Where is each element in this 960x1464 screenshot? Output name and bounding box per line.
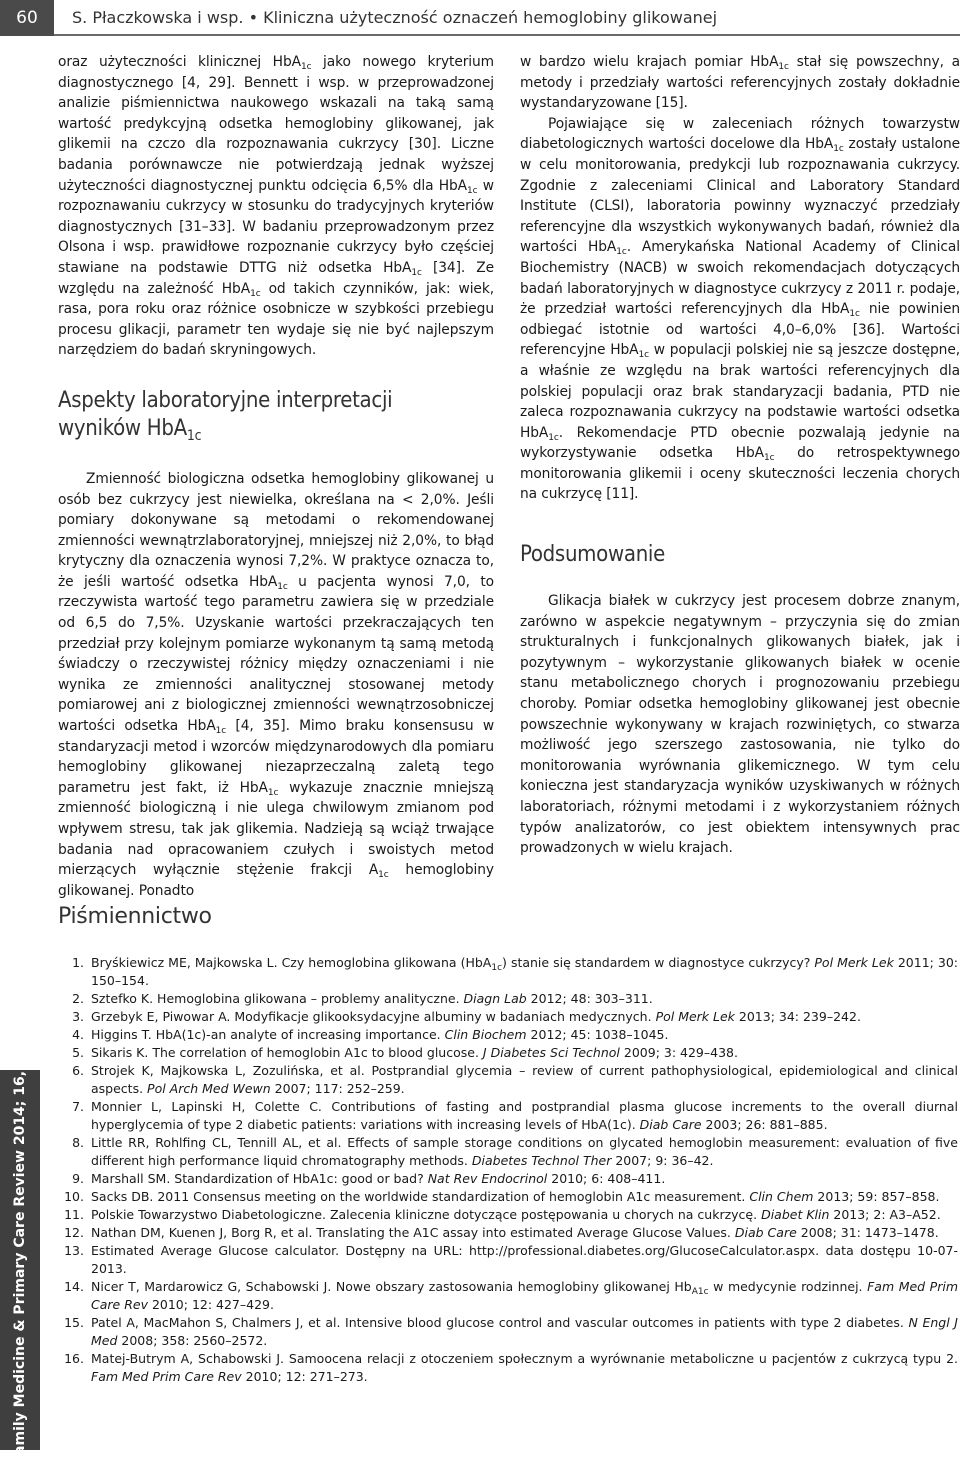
- journal-name: Diabet Klin: [761, 1207, 830, 1222]
- reference-item: 16. Matej-Butrym A, Schabowski J. Samoocena relacji z otoczeniem społecznym a wyrównanie metaboliczne u pacjentów z cukrzycą typu 2. Fam Med Prim Care Rev 2010; 12: 271–273.: [58, 1350, 958, 1386]
- reference-item: 3. Grzebyk E, Piwowar A. Modyfikacje glikooksydacyjne albuminy w badaniach medycznych. Pol Merk Lek 2013; 34: 239–242.: [58, 1008, 958, 1026]
- left-column: [58, 52, 494, 901]
- references-heading: Piśmiennictwo: [58, 904, 212, 929]
- journal-name: Clin Chem: [749, 1189, 814, 1204]
- paragraph: Pojawiające się w zaleceniach różnych towarzystw diabetologicznych wartości docelowe dla HbA$_{1c}$ zostały ustalone w celu monitorowania, predykcji lub rozpoznawania cukrzycy. Zgodnie z zaleceniami Clinical and Laboratory Standard Institute (CLSI), laboratoria powinny wyznaczyć przedziały referencyjne dla wszystkich wykonywanych badań, również dla wartości HbA$_{1c}$. Amerykańska National Academy of Clinical Biochemistry (NACB) w swoich rekomendacjach dotyczących badań laboratoryjnych w diagnostyce cukrzycy z 2011 r. podaje, że przedział wartości referencyjnych dla HbA$_{1c}$ nie powinien odbiegać istotnie od wartości 4,0–6,0% [36]. Wartości referencyjne HbA$_{1c}$ w populacji polskiej nie są jeszcze dostępne, a właśnie ze względu na brak wartości referencyjnych dla polskiej populacji oraz brak standaryzacji badania, PTD nie zaleca rozpoznawania cukrzycy na podstawie wartości odsetka HbA$_{1c}$. Rekomendacje PTD obecnie pozwalają jedynie na wykorzystywanie odsetka HbA$_{1c}$ do retrospektywnego monitorowania glikemii i oceny skuteczności leczenia chorych na cukrzycę [11].: [520, 115, 960, 503]
- page-number: 60: [0, 0, 54, 36]
- paragraph: oraz użyteczności klinicznej HbA$_{1c}$ jako nowego kryterium diagnostycznego [4, 29]. Bennett i wsp. w przeprowadzonej analizie piśmiennictwa naukowego wskazali na taką samą wartość predykcyjną odsetka hemoglobiny glikowanej, jak glikemii na czczo dla rozpoznawania cukrzycy [30]. Liczne badania porównawcze nie potwierdzają jednak wyższej użyteczności diagnostycznej punktu odcięcia 6,5% dla HbA$_{1c}$ w rozpoznawaniu cukrzycy w stosunku do tradycyjnych kryteriów diagnostycznych [31–33]. W badaniu przeprowadzonym przez Olsona i wsp. prawidłowe rozpoznanie cukrzycy było częściej stawiane na podstawie DTTG niż odsetka HbA$_{1c}$ [34]. Ze względu na zależność HbA$_{1c}$ od takich czynników, jak: wiek, rasa, pora roku oraz różnice osobnicze w szybkości przebiegu procesu glikacji, parametr ten wydaje się nie być najlepszym narzędziem do badań skryningowych.: [58, 54, 494, 359]
- journal-citation: Family Medicine & Primary Care Review 2014; 16, 1: [12, 1056, 28, 1464]
- journal-name: J Diabetes Sci Technol: [482, 1045, 620, 1060]
- journal-sidebar: [0, 1056, 40, 1464]
- reference-number: 1.: [72, 955, 84, 970]
- journal-name: Diagn Lab: [463, 991, 527, 1006]
- reference-number: 2.: [72, 991, 84, 1006]
- reference-number: 14.: [64, 1279, 84, 1294]
- right-column: [520, 52, 960, 859]
- journal-name: Clin Biochem: [444, 1027, 527, 1042]
- reference-number: 6.: [72, 1063, 84, 1078]
- reference-number: 13.: [64, 1243, 84, 1258]
- reference-number: 5.: [72, 1045, 84, 1060]
- paragraph: Zmienność biologiczna odsetka hemoglobiny glikowanej u osób bez cukrzycy jest niewielka, określana na < 2,0%. Jeśli pomiary dokonywane są metodami o rekomendowanej zmienności wewnątrzlaboratoryjnej, mniejszej niż 2,0%, to błąd krytyczny dla oznaczenia wynosi 7,2%. W praktyce oznacza to, że jeśli wartość odsetka HbA$_{1c}$ u pacjenta wynosi 7,0, to rzeczywista wartość tego parametru zawiera się w przedziale od 6,5 do 7,5%. Uzyskanie wartości przekraczających ten przedział przy kolejnym pomiarze wykonanym tą samą metodą świadczy o rzeczywistej różnicy między oznaczeniami i nie wynika ze zmienności analitycznej stosowanej metody pomiarowej ani z biologicznej zmienności wewnątrzosobniczej wartości odsetka HbA$_{1c}$ [4, 35]. Mimo braku konsensusu w standaryzacji metod i wzorców międzynarodowych dla pomiaru hemoglobiny glikowanej niezaprzeczalną zaletą tego parametru jest fakt, iż HbA$_{1c}$ wykazuje znacznie mniejszą zmienność biologiczną i nie ulega chwilowym zmianom pod wpływem stresu, tak jak glikemia. Nadzieją są wciąż trwające badania nad opracowaniem czułych i swoistych metod mierzących wyłącznie stężenie frakcji $A_{1c}$ hemoglobiny glikowanej. Ponadto: [58, 470, 495, 899]
- references-list: [58, 954, 958, 1386]
- paragraph: Glikacja białek w cukrzycy jest procesem dobrze znanym, zarówno w aspekcie negatywnym – przyczynia się do zmian strukturalnych i funkcjonalnych glikowanych białek, jak i pozytywnym – wykorzystanie glikowanych białek w ocenie stanu metabolicznego chorych i prognozowaniu przebiegu choroby. Pomiar odsetka hemoglobiny glikowanej jest obecnie powszechnie wykonywany w krajach rozwiniętych, co stwarza możliwość jego szerszego zastosowania, nie tylko do monitorowania wyrównania glikemicznego. W tym celu konieczna jest standaryzacja wyników uzyskiwanych w różnych laboratoriach, różnymi metodami i z wykorzystaniem różnych typów analizatorów, co jest obiektem intensywnych prac prowadzonych w wielu krajach.: [520, 593, 960, 857]
- reference-item: 13. Estimated Average Glucose calculator. Dostępny na URL: http://professional.diabetes.org/GlucoseCalculator.aspx. data dostępu 10-07-2013.: [58, 1242, 958, 1278]
- reference-item: 12. Nathan DM, Kuenen J, Borg R, et al. Translating the A1C assay into estimated Average Glucose Values. Diab Care 2008; 31: 1473–1478.: [58, 1224, 958, 1242]
- journal-name: Nat Rev Endocrinol: [427, 1171, 548, 1186]
- reference-number: 10.: [64, 1189, 84, 1204]
- reference-number: 11.: [64, 1207, 84, 1222]
- header-rule: [54, 34, 960, 36]
- reference-item: 9. Marshall SM. Standardization of HbA1c: good or bad? Nat Rev Endocrinol 2010; 6: 408–411.: [58, 1170, 958, 1188]
- reference-item: 8. Little RR, Rohlfing CL, Tennill AL, et al. Effects of sample storage conditions on glycated hemoglobin measurement: evaluation of five different high performance liquid chromatography methods. Diabetes Technol Ther 2007; 9: 36–42.: [58, 1134, 958, 1170]
- paragraph: w bardzo wielu krajach pomiar HbA$_{1c}$ stał się powszechny, a metody i przedziały wartości referencyjnych zostały dokładnie wystandaryzowane [15].: [520, 54, 960, 112]
- reference-number: 15.: [64, 1315, 84, 1330]
- reference-item: 7. Monnier L, Lapinski H, Colette C. Contributions of fasting and postprandial plasma glucose increments to the overall diurnal hyperglycemia of type 2 diabetic patients: variations with increasing levels of HbA(1c). Diab Care 2003; 26: 881–885.: [58, 1098, 958, 1134]
- journal-name: Pol Merk Lek: [655, 1009, 735, 1024]
- running-head: S. Płaczkowska i wsp. • Kliniczna użyteczność oznaczeń hemoglobiny glikowanej: [72, 8, 718, 27]
- reference-number: 7.: [72, 1099, 84, 1114]
- reference-item: 6. Strojek K, Majkowska L, Zozulińska, et al. Postprandial glycemia – review of current pathophysiological, epidemiological and clinical aspects. Pol Arch Med Wewn 2007; 117: 252–259.: [58, 1062, 958, 1098]
- journal-name: Diab Care: [734, 1225, 797, 1240]
- reference-item: 15. Patel A, MacMahon S, Chalmers J, et al. Intensive blood glucose control and vascular outcomes in patients with type 2 diabetes. N Engl J Med 2008; 358: 2560–2572.: [58, 1314, 958, 1350]
- section-heading-podsumowanie: Podsumowanie: [520, 542, 666, 568]
- reference-number: 12.: [64, 1225, 84, 1240]
- reference-item: 14. Nicer T, Mardarowicz G, Schabowski J. Nowe obszary zastosowania hemoglobiny glikowanej $Hb_{A1c}$ w medycynie rodzinnej. Fam Med Prim Care Rev 2010; 12: 427–429.: [58, 1278, 958, 1314]
- reference-item: 1. Bryśkiewicz ME, Majkowska L. Czy hemoglobina glikowana (HbA$_{1c}$) stanie się standardem w diagnostyce cukrzycy? Pol Merk Lek 2011; 30: 150–154.: [58, 954, 958, 990]
- reference-number: 9.: [72, 1171, 84, 1186]
- journal-name: N Engl J Med: [91, 1315, 958, 1348]
- journal-name: Fam Med Prim Care Rev: [91, 1279, 959, 1312]
- journal-name: Diabetes Technol Ther: [471, 1153, 612, 1168]
- reference-number: 4.: [72, 1027, 84, 1042]
- journal-name: Pol Arch Med Wewn: [147, 1081, 271, 1096]
- section-heading-aspekty: Aspekty laboratoryjne interpretacji wyników HbA$_{1c}$: [58, 387, 393, 444]
- reference-item: 10. Sacks DB. 2011 Consensus meeting on the worldwide standardization of hemoglobin A1c measurement. Clin Chem 2013; 59: 857–858.: [58, 1188, 958, 1206]
- reference-item: 2. Sztefko K. Hemoglobina glikowana – problemy analityczne. Diagn Lab 2012; 48: 303–311.: [58, 990, 958, 1008]
- reference-item: 4. Higgins T. HbA(1c)-an analyte of increasing importance. Clin Biochem 2012; 45: 1038–1045.: [58, 1026, 958, 1044]
- reference-number: 3.: [72, 1009, 84, 1024]
- reference-item: 5. Sikaris K. The correlation of hemoglobin A1c to blood glucose. J Diabetes Sci Technol 2009; 3: 429–438.: [58, 1044, 958, 1062]
- journal-name: Diab Care: [639, 1117, 702, 1132]
- reference-number: 16.: [64, 1351, 84, 1366]
- journal-name: Fam Med Prim Care Rev: [91, 1369, 242, 1384]
- journal-name: Pol Merk Lek: [814, 955, 894, 970]
- reference-number: 8.: [72, 1135, 84, 1150]
- reference-item: 11. Polskie Towarzystwo Diabetologiczne. Zalecenia kliniczne dotyczące postępowania u chorych na cukrzycę. Diabet Klin 2013; 2: A3–A52.: [58, 1206, 958, 1224]
